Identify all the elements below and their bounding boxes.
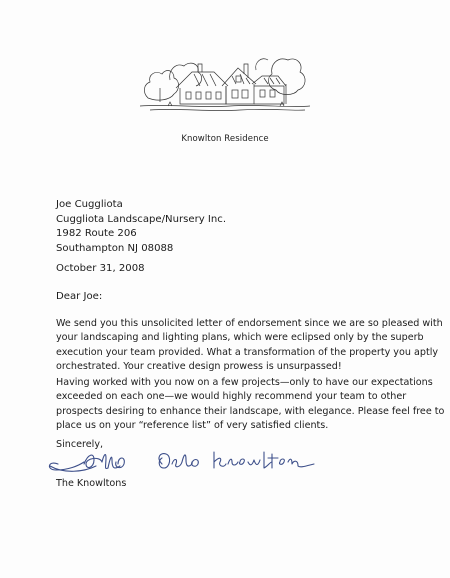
paragraph-line: exceeded on each one—we would highly recommend your team to other (56, 391, 407, 403)
paragraph-line: Having worked with you now on a few projects—only to have our expectations (56, 377, 433, 388)
closing: Sincerely, (56, 439, 104, 450)
recipient-street: 1982 Route 206 (56, 228, 137, 240)
recipient-city: Southampton NJ 08088 (56, 242, 174, 254)
recipient-company: Cuggliota Landscape/Nursery Inc. (56, 213, 227, 225)
recipient-name: Joe Cuggliota (56, 199, 123, 210)
paragraph-line: place us on your “reference list” of very satisfied clients. (56, 420, 329, 432)
letter-date: October 31, 2008 (56, 263, 145, 274)
paragraph-line: prospects desiring to enhance their landscape, with elegance. Please feel free to (56, 405, 445, 417)
sender-name: The Knowltons (56, 478, 127, 489)
paragraph-line: execution your team provided. What a transformation of the property you aptly (56, 346, 439, 358)
residence-sketch-icon (140, 40, 310, 114)
paragraph-line: We send you this unsolicited letter of endorsement since we are so pleased with (56, 318, 443, 329)
paragraph-line: orchestrated. Your creative design prowess is unsurpassed! (56, 361, 342, 373)
body-paragraph-1 (56, 317, 443, 375)
paragraph-line: your landscaping and lighting plans, which were eclipsed only by the superb (56, 332, 424, 344)
letterhead-caption: Knowlton Residence (181, 134, 269, 144)
recipient-address (56, 198, 226, 256)
handwritten-signature-icon (44, 440, 344, 482)
salutation: Dear Joe: (56, 291, 103, 302)
body-paragraph-2 (56, 376, 445, 434)
